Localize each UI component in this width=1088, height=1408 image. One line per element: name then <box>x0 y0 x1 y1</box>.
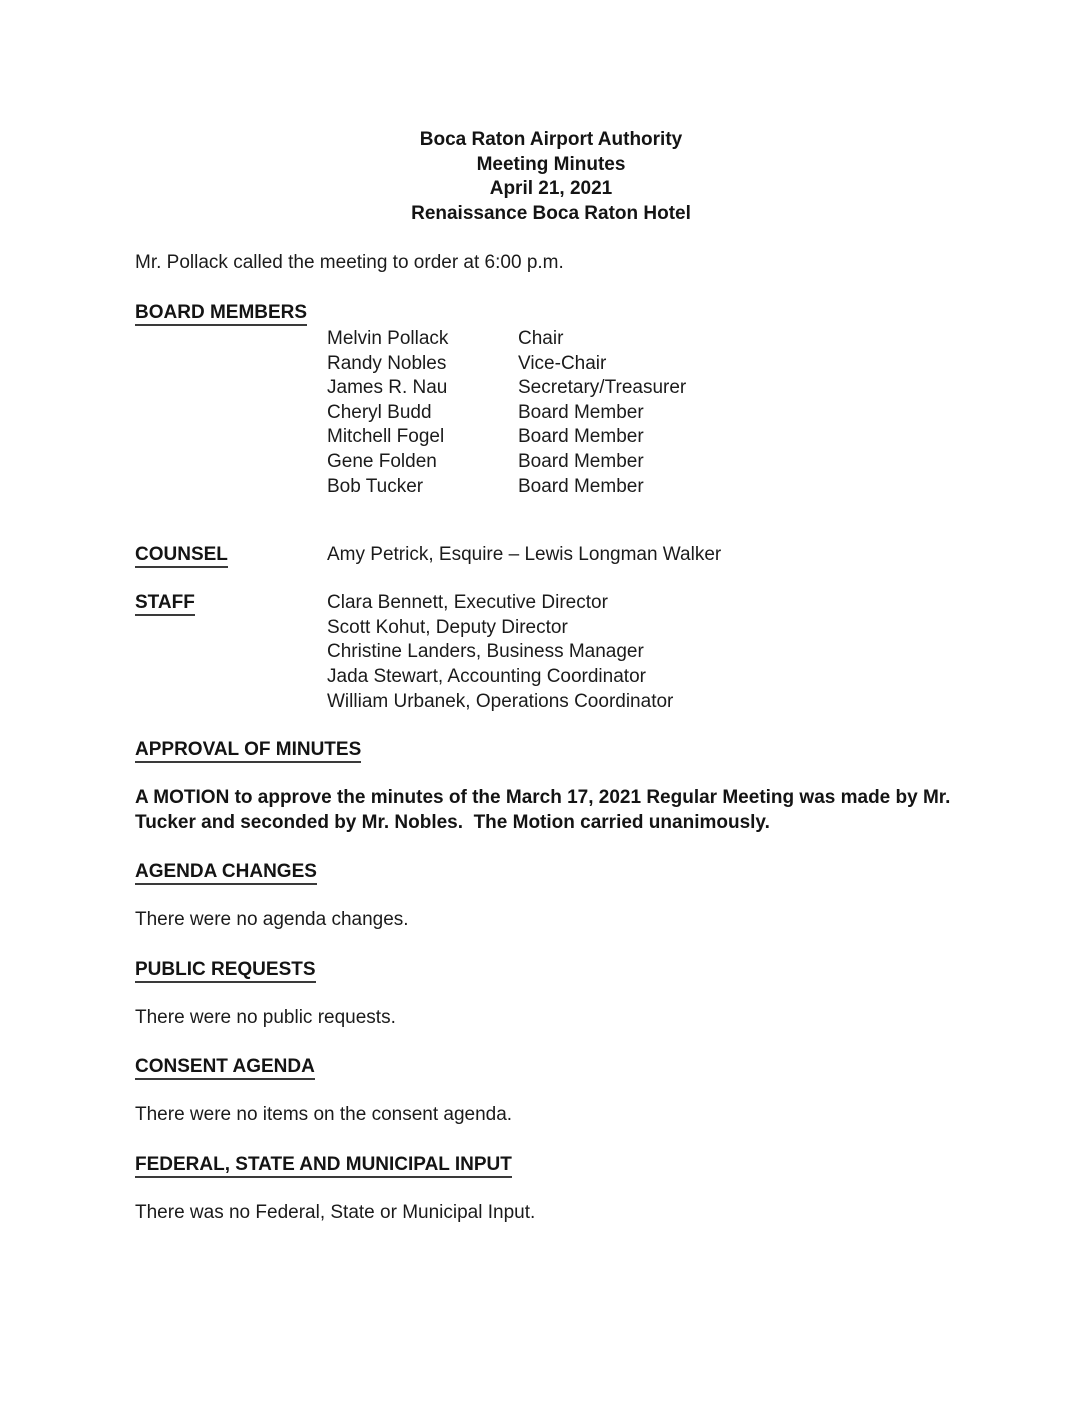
staff-member: Clara Bennett, Executive Director <box>327 592 608 614</box>
counsel-section <box>135 543 967 568</box>
counsel-text: Amy Petrick, Esquire – Lewis Longman Walker <box>327 544 722 566</box>
counsel-heading: COUNSEL <box>135 544 228 568</box>
section-heading-line <box>135 738 967 763</box>
section-approval-of-minutes <box>135 738 967 835</box>
board-member-row <box>327 450 967 475</box>
board-member-name: Randy Nobles <box>327 352 447 374</box>
staff-list <box>327 591 673 714</box>
section-heading-line <box>135 1055 967 1080</box>
section-body: A MOTION to approve the minutes of the March 17, 2021 Regular Meeting was made by Mr. Tucker and seconded by Mr. Nobles. The Motion carried unanimously. <box>135 787 956 833</box>
section-heading: PUBLIC REQUESTS <box>135 959 316 983</box>
board-members-section <box>135 301 967 499</box>
board-member-row <box>327 425 967 450</box>
board-member-row <box>327 327 967 352</box>
staff-member: William Urbanek, Operations Coordinator <box>327 690 674 712</box>
section-heading: APPROVAL OF MINUTES <box>135 739 361 763</box>
board-member-title: Vice-Chair <box>518 352 607 374</box>
document-content <box>135 128 967 1251</box>
board-member-name: Mitchell Fogel <box>327 426 445 448</box>
section-heading: CONSENT AGENDA <box>135 1056 315 1080</box>
board-member-title: Board Member <box>518 426 644 448</box>
board-members-heading: BOARD MEMBERS <box>135 302 307 326</box>
board-member-title: Board Member <box>518 475 644 497</box>
doc-type-title: Meeting Minutes <box>476 153 626 175</box>
board-member-title: Board Member <box>518 401 644 423</box>
counsel-heading-col <box>135 543 327 568</box>
staff-heading: STAFF <box>135 592 195 616</box>
staff-member: Christine Landers, Business Manager <box>327 641 644 663</box>
section-agenda-changes <box>135 860 967 933</box>
board-member-name: Bob Tucker <box>327 475 424 497</box>
board-member-name: Gene Folden <box>327 450 437 472</box>
board-member-name: James R. Nau <box>327 377 448 399</box>
section-body: There were no public requests. <box>135 1006 396 1028</box>
staff-member: Scott Kohut, Deputy Director <box>327 616 568 638</box>
section-heading-line <box>135 860 967 885</box>
call-to-order-text: Mr. Pollack called the meeting to order at 6:00 p.m. <box>135 252 564 274</box>
section-consent-agenda <box>135 1055 967 1128</box>
staff-member: Jada Stewart, Accounting Coordinator <box>327 665 646 687</box>
org-title: Boca Raton Airport Authority <box>419 129 683 150</box>
section-heading: FEDERAL, STATE AND MUNICIPAL INPUT <box>135 1154 512 1178</box>
meeting-location: Renaissance Boca Raton Hotel <box>411 202 691 224</box>
board-member-title: Secretary/Treasurer <box>518 377 687 399</box>
section-body: There were no agenda changes. <box>135 909 409 931</box>
section-body: There was no Federal, State or Municipal Input. <box>135 1202 536 1224</box>
board-members-heading-line <box>135 301 967 326</box>
board-member-title: Board Member <box>518 450 644 472</box>
section-heading-line <box>135 958 967 983</box>
meeting-date: April 21, 2021 <box>489 178 613 200</box>
document-header <box>135 128 967 226</box>
section-heading: AGENDA CHANGES <box>135 861 317 885</box>
board-member-row <box>327 401 967 426</box>
board-member-name: Cheryl Budd <box>327 401 432 423</box>
section-federal-state-municipal-input <box>135 1153 967 1226</box>
section-body: There were no items on the consent agenda. <box>135 1104 513 1126</box>
board-member-row <box>327 352 967 377</box>
section-public-requests <box>135 958 967 1031</box>
board-member-name: Melvin Pollack <box>327 327 449 349</box>
board-member-row <box>327 475 967 500</box>
section-heading-line <box>135 1153 967 1178</box>
staff-heading-col <box>135 591 327 616</box>
board-member-title: Chair <box>518 327 564 349</box>
board-members-list <box>327 327 967 499</box>
board-member-row <box>327 376 967 401</box>
staff-section <box>135 591 967 714</box>
